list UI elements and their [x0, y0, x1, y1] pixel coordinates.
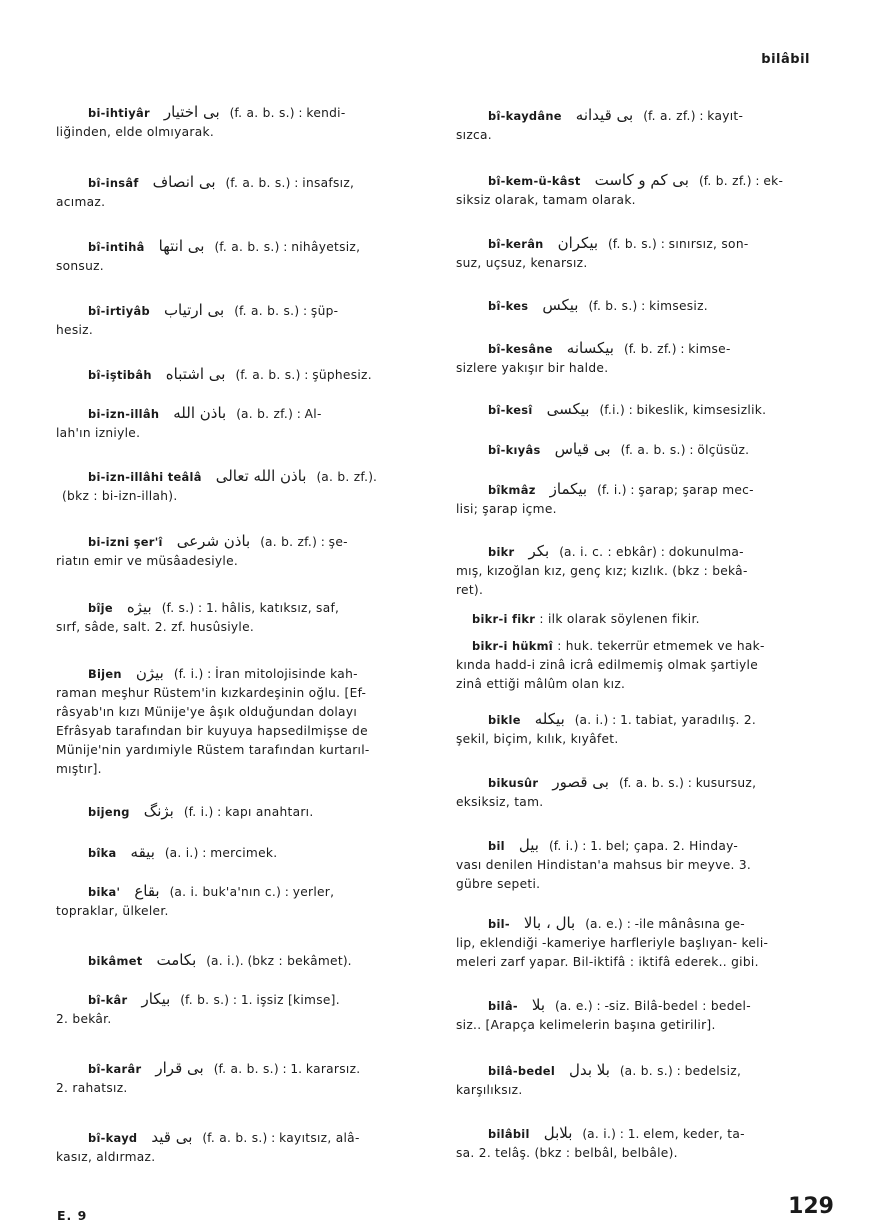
- headword: bi-izn-illâh: [88, 407, 160, 421]
- headword: bijeng: [88, 805, 130, 819]
- arabic-script: بی کم و کاست: [594, 171, 689, 189]
- definition-cont: raman meşhur Rüstem'in kızkardeşinin oğlu. [Ef-: [56, 686, 367, 700]
- definition-cont: râsyab'ın kızı Münije'ye âşık olduğundan dolayı: [56, 705, 358, 719]
- definition-cont: liğinden, elde olmıyarak.: [56, 125, 215, 139]
- definition-cont: riatın emir ve müsâadesiyle.: [56, 554, 239, 568]
- entry: [56, 365, 412, 385]
- arabic-script: بیکار: [141, 990, 171, 1008]
- definition: (f. a. b. s.) : şüp-: [234, 304, 339, 318]
- definition: (a. e.) : -ile mânâsına ge-: [585, 917, 745, 931]
- entry: [56, 1128, 412, 1167]
- definition-cont: gübre sepeti.: [456, 877, 541, 891]
- entry: [456, 996, 812, 1035]
- entry: [456, 440, 812, 460]
- entry: [456, 1124, 812, 1163]
- definition: (a. i. buk'a'nın c.) : yerler,: [169, 885, 335, 899]
- definition: (a. b. zf.).: [316, 470, 377, 484]
- arabic-script: بی قید: [151, 1128, 193, 1146]
- definition: (a. i.) : 1. tabiat, yaradılış. 2.: [574, 713, 757, 727]
- definition-cont: eksiksiz, tam.: [456, 795, 544, 809]
- arabic-script: بیکله: [534, 710, 565, 728]
- definition: (f. a. b. s.) : ölçüsüz.: [620, 443, 750, 457]
- definition: (f. a. zf.) : kayıt-: [643, 109, 744, 123]
- definition: (f. a. b. s.) : kusursuz,: [618, 776, 757, 790]
- arabic-script: بی ارتیاب: [163, 301, 225, 319]
- entry: [56, 1059, 412, 1098]
- definition-cont: sırf, sâde, salt. 2. zf. husûsiyle.: [56, 620, 255, 634]
- arabic-script: بیقه: [130, 843, 155, 861]
- entry: [456, 637, 812, 694]
- headword: bika': [88, 885, 121, 899]
- headword: bi-izni şer'î: [88, 535, 163, 549]
- definition: (f. b. zf.) : kimse-: [623, 342, 731, 356]
- arabic-script: بی قصور: [552, 773, 609, 791]
- entry: [56, 237, 412, 276]
- definition: : huk. tekerrür etmemek ve hak-: [557, 639, 765, 653]
- definition-cont: (bkz : bi-izn-illah).: [62, 489, 178, 503]
- definition: (f. b. s.) : sınırsız, son-: [608, 237, 749, 251]
- entry: [456, 106, 812, 145]
- arabic-script: باذن الله: [173, 404, 227, 422]
- entry: [56, 598, 412, 637]
- definition: (a. i.) : mercimek.: [164, 846, 278, 860]
- arabic-script: بی انتها: [158, 237, 205, 255]
- definition-cont: mış, kızoğlan kız, genç kız; kızlık. (bkz : bekâ-: [456, 564, 748, 578]
- definition: (f. b. zf.) : ek-: [698, 174, 784, 188]
- definition-cont: Münije'nin yardımiyle Rüstem tarafından kurtarıl-: [56, 743, 370, 757]
- arabic-script: بی انصاف: [152, 173, 216, 191]
- definition: (a. i.) : 1. elem, keder, ta-: [582, 1127, 745, 1141]
- definition-cont: hesiz.: [56, 323, 94, 337]
- entry: [456, 773, 812, 812]
- headword: Bijen: [88, 667, 122, 681]
- headword: bilâbil: [488, 1127, 530, 1141]
- headword: bilâ-bedel: [488, 1064, 556, 1078]
- headword: bî-intihâ: [88, 240, 145, 254]
- headword: bikusûr: [488, 776, 539, 790]
- definition: (a. b. s.) : bedelsiz,: [619, 1064, 742, 1078]
- arabic-script: بی قیاس: [554, 440, 611, 458]
- entry: [456, 296, 812, 316]
- definition-cont: sızca.: [456, 128, 492, 142]
- arabic-script: بی قیدانه: [575, 106, 634, 124]
- definition-cont: 2. rahatsız.: [56, 1081, 128, 1095]
- headword: bîje: [88, 601, 113, 615]
- definition: (f. s.) : 1. hâlis, katıksız, saf,: [161, 601, 340, 615]
- headword: bî-insâf: [88, 176, 139, 190]
- arabic-script: بی قرار: [155, 1059, 204, 1077]
- entry: [56, 664, 412, 779]
- arabic-script: بی اختیار: [163, 103, 220, 121]
- arabic-script: باذن الله تعالی: [215, 467, 307, 485]
- headword: bî-kes: [488, 299, 529, 313]
- headword: bikâmet: [88, 954, 143, 968]
- headword: bî-kesî: [488, 403, 533, 417]
- arabic-script: بیکماز: [549, 480, 588, 498]
- definition-cont: sonsuz.: [56, 259, 104, 273]
- definition-cont: zinâ ettiği mâlûm olan kız.: [456, 677, 626, 691]
- definition: : ilk olarak söylenen fikir.: [539, 612, 700, 626]
- headword: bî-iştibâh: [88, 368, 152, 382]
- definition-cont: acımaz.: [56, 195, 106, 209]
- headword: bî-kıyâs: [488, 443, 541, 457]
- headword: bil-: [488, 917, 510, 931]
- arabic-script: بژنگ: [143, 802, 174, 820]
- arabic-script: باذن شرعی: [176, 532, 251, 550]
- definition-cont: lip, eklendiği -kameriye harfleriyle başlıyan- keli-: [456, 936, 769, 950]
- headword: bîkmâz: [488, 483, 536, 497]
- definition: (f. a. b. s.) : nihâyetsiz,: [214, 240, 361, 254]
- entry: [56, 532, 412, 571]
- entry: [456, 171, 812, 210]
- definition: (f. a. b. s.) : şüphesiz.: [235, 368, 372, 382]
- definition: (f.i.) : bikeslik, kimsesizlik.: [599, 403, 767, 417]
- arabic-script: بی اشتباه: [165, 365, 226, 383]
- entry: [456, 1061, 812, 1100]
- definition-cont: topraklar, ülkeler.: [56, 904, 169, 918]
- headword: bîka: [88, 846, 117, 860]
- entry: [456, 339, 812, 378]
- arabic-script: بیل: [518, 836, 539, 854]
- running-head-guide-word: bilâbil: [761, 52, 810, 67]
- definition: (f. b. s.) : kimsesiz.: [588, 299, 708, 313]
- definition: (a. i.). (bkz : bekâmet).: [206, 954, 352, 968]
- headword: bî-karâr: [88, 1062, 142, 1076]
- headword: bî-kayd: [88, 1131, 138, 1145]
- arabic-script: بیکران: [557, 234, 599, 252]
- definition-cont: şekil, biçim, kılık, kıyâfet.: [456, 732, 619, 746]
- headword: bil: [488, 839, 505, 853]
- definition: (f. a. b. s.) : kayıtsız, alâ-: [202, 1131, 360, 1145]
- definition: (a. i. c. : ebkâr) : dokunulma-: [559, 545, 744, 559]
- definition-cont: siz.. [Arapça kelimelerin başına getirilir].: [456, 1018, 716, 1032]
- arabic-script: بیکسی: [546, 400, 590, 418]
- definition-cont: 2. bekâr.: [56, 1012, 112, 1026]
- entry: [456, 400, 812, 420]
- entry: [56, 467, 412, 506]
- definition-cont: sizlere yakışır bir halde.: [456, 361, 609, 375]
- definition: (f. i.) : 1. bel; çapa. 2. Hinday-: [548, 839, 739, 853]
- headword: bî-irtiyâb: [88, 304, 150, 318]
- definition: (f. a. b. s.) : insafsız,: [225, 176, 355, 190]
- entry: [56, 990, 412, 1029]
- entry: [456, 480, 812, 519]
- entry: [456, 610, 812, 629]
- definition-cont: karşılıksız.: [456, 1083, 523, 1097]
- arabic-script: بیکس: [542, 296, 579, 314]
- entry: [56, 173, 412, 212]
- definition-cont: ret).: [456, 583, 484, 597]
- headword: bî-kem-ü-kâst: [488, 174, 581, 188]
- page-number: 129: [788, 1194, 834, 1219]
- entry: [456, 914, 812, 972]
- definition-cont: siksiz olarak, tamam olarak.: [456, 193, 636, 207]
- entry: [456, 710, 812, 749]
- entry: [56, 843, 412, 863]
- definition: (f. i.) : kapı anahtarı.: [183, 805, 314, 819]
- definition-cont: lisi; şarap içme.: [456, 502, 557, 516]
- definition-cont: mıştır].: [56, 762, 102, 776]
- arabic-script: بلا بدل: [569, 1061, 610, 1079]
- headword: bikle: [488, 713, 521, 727]
- definition-cont: sa. 2. telâş. (bkz : belbâl, belbâle).: [456, 1146, 678, 1160]
- definition: (f. a. b. s.) : kendi-: [229, 106, 346, 120]
- signature-mark: E. 9: [57, 1208, 88, 1223]
- arabic-script: بکامت: [156, 951, 197, 969]
- headword: bilâ-: [488, 999, 518, 1013]
- definition: (f. a. b. s.) : 1. kararsız.: [213, 1062, 361, 1076]
- headword: bî-kesâne: [488, 342, 553, 356]
- entry: [456, 542, 812, 600]
- headword: bi-izn-illâhi teâlâ: [88, 470, 202, 484]
- arabic-script: بکر: [528, 542, 550, 560]
- arabic-script: بلا: [531, 996, 546, 1014]
- definition: (f. b. s.) : 1. işsiz [kimse].: [180, 993, 340, 1007]
- headword: bikr-i hükmî: [472, 639, 554, 653]
- headword: bî-kerân: [488, 237, 544, 251]
- headword: bikr: [488, 545, 515, 559]
- definition-cont: suz, uçsuz, kenarsız.: [456, 256, 588, 270]
- headword: bikr-i fikr: [472, 612, 536, 626]
- definition-cont: kasız, aldırmaz.: [56, 1150, 156, 1164]
- arabic-script: بال ، بالا: [523, 914, 576, 932]
- arabic-script: بیکسانه: [566, 339, 614, 357]
- definition: (a. b. zf.) : şe-: [260, 535, 348, 549]
- definition: (a. b. zf.) : Al-: [236, 407, 322, 421]
- definition: (f. i.) : şarap; şarap mec-: [597, 483, 754, 497]
- entry: [456, 234, 812, 273]
- definition: (a. e.) : -siz. Bilâ-bedel : bedel-: [555, 999, 751, 1013]
- entry: [56, 301, 412, 340]
- definition-cont: lah'ın izniyle.: [56, 426, 141, 440]
- definition-cont: kında hadd-i zinâ icrâ edilmemiş olmak şartiyle: [456, 658, 759, 672]
- entry: [56, 404, 412, 443]
- entry: [56, 951, 412, 971]
- headword: bî-kaydâne: [488, 109, 562, 123]
- definition-cont: Efrâsyab tarafından bir kuyuya hapsedilmişse de: [56, 724, 368, 738]
- headword: bi-ihtiyâr: [88, 106, 150, 120]
- entry: [56, 802, 412, 822]
- arabic-script: بیژه: [126, 598, 152, 616]
- entry: [456, 836, 812, 894]
- entry: [56, 103, 412, 142]
- definition: (f. i.) : İran mitolojisinde kah-: [173, 667, 358, 681]
- arabic-script: بیژن: [135, 664, 164, 682]
- headword: bî-kâr: [88, 993, 128, 1007]
- arabic-script: بقاع: [134, 882, 160, 900]
- definition-cont: vası denilen Hindistan'a mahsus bir meyve. 3.: [456, 858, 752, 872]
- entry: [56, 882, 412, 921]
- arabic-script: بلابل: [543, 1124, 573, 1142]
- definition-cont: meleri zarf yapar. Bil-iktifâ : iktifâ ederek.. gibi.: [456, 955, 759, 969]
